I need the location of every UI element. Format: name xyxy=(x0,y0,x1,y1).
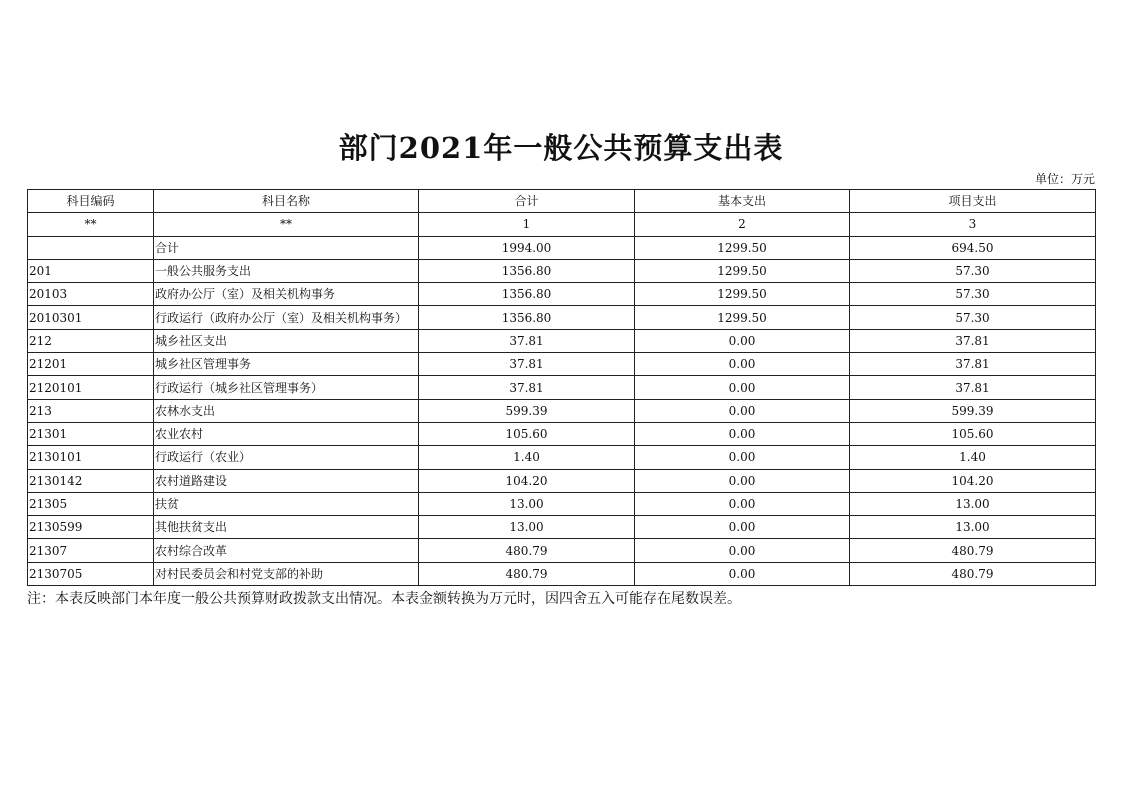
cell-name: 城乡社区支出 xyxy=(154,329,419,352)
table-row xyxy=(28,539,1096,562)
index-total: 1 xyxy=(419,213,635,236)
index-name: ** xyxy=(154,213,419,236)
cell-total: 13.00 xyxy=(419,516,635,539)
cell-basic: 0.00 xyxy=(635,446,850,469)
cell-total: 37.81 xyxy=(419,353,635,376)
cell-total: 1994.00 xyxy=(419,236,635,259)
cell-code: 21305 xyxy=(28,492,154,515)
table-body xyxy=(28,236,1096,585)
index-basic: 2 xyxy=(635,213,850,236)
cell-total: 1356.80 xyxy=(419,283,635,306)
cell-name: 农村综合改革 xyxy=(154,539,419,562)
cell-project: 37.81 xyxy=(850,329,1096,352)
table-row xyxy=(28,446,1096,469)
index-project: 3 xyxy=(850,213,1096,236)
table-row xyxy=(28,399,1096,422)
cell-code: 21301 xyxy=(28,422,154,445)
cell-code: 21201 xyxy=(28,353,154,376)
cell-total: 480.79 xyxy=(419,539,635,562)
cell-total: 1356.80 xyxy=(419,306,635,329)
cell-name: 行政运行（政府办公厅（室）及相关机构事务） xyxy=(154,306,419,329)
index-row xyxy=(28,213,1096,236)
footnote: 注：本表反映部门本年度一般公共预算财政拨款支出情况。本表金额转换为万元时，因四舍五入可能存在尾数误差。 xyxy=(27,591,741,607)
cell-project: 694.50 xyxy=(850,236,1096,259)
cell-project: 105.60 xyxy=(850,422,1096,445)
cell-total: 13.00 xyxy=(419,492,635,515)
cell-basic: 0.00 xyxy=(635,492,850,515)
cell-project: 37.81 xyxy=(850,376,1096,399)
cell-code: 213 xyxy=(28,399,154,422)
cell-code: 2130101 xyxy=(28,446,154,469)
cell-project: 104.20 xyxy=(850,469,1096,492)
cell-total: 105.60 xyxy=(419,422,635,445)
header-total: 合计 xyxy=(419,190,635,213)
cell-basic: 0.00 xyxy=(635,469,850,492)
table-row xyxy=(28,422,1096,445)
cell-name: 城乡社区管理事务 xyxy=(154,353,419,376)
cell-code: 201 xyxy=(28,259,154,282)
table-row xyxy=(28,492,1096,515)
cell-project: 599.39 xyxy=(850,399,1096,422)
cell-project: 480.79 xyxy=(850,562,1096,585)
cell-code: 21307 xyxy=(28,539,154,562)
header-row xyxy=(28,190,1096,213)
cell-project: 57.30 xyxy=(850,283,1096,306)
cell-basic: 0.00 xyxy=(635,562,850,585)
cell-total: 599.39 xyxy=(419,399,635,422)
cell-name: 行政运行（城乡社区管理事务） xyxy=(154,376,419,399)
cell-total: 37.81 xyxy=(419,376,635,399)
cell-code: 2010301 xyxy=(28,306,154,329)
budget-table xyxy=(27,189,1096,586)
cell-code: 2120101 xyxy=(28,376,154,399)
cell-basic: 0.00 xyxy=(635,539,850,562)
cell-name: 农村道路建设 xyxy=(154,469,419,492)
cell-name: 一般公共服务支出 xyxy=(154,259,419,282)
cell-total: 104.20 xyxy=(419,469,635,492)
cell-project: 57.30 xyxy=(850,259,1096,282)
cell-name: 对村民委员会和村党支部的补助 xyxy=(154,562,419,585)
header-basic: 基本支出 xyxy=(635,190,850,213)
cell-total: 480.79 xyxy=(419,562,635,585)
cell-name: 政府办公厅（室）及相关机构事务 xyxy=(154,283,419,306)
cell-basic: 1299.50 xyxy=(635,236,850,259)
cell-basic: 1299.50 xyxy=(635,259,850,282)
table-row xyxy=(28,376,1096,399)
cell-code: 20103 xyxy=(28,283,154,306)
header-name: 科目名称 xyxy=(154,190,419,213)
cell-name: 农业农村 xyxy=(154,422,419,445)
cell-total: 1356.80 xyxy=(419,259,635,282)
cell-total: 1.40 xyxy=(419,446,635,469)
cell-name: 合计 xyxy=(154,236,419,259)
cell-code: 2130705 xyxy=(28,562,154,585)
cell-total: 37.81 xyxy=(419,329,635,352)
cell-name: 其他扶贫支出 xyxy=(154,516,419,539)
cell-basic: 0.00 xyxy=(635,376,850,399)
table-row xyxy=(28,469,1096,492)
cell-project: 57.30 xyxy=(850,306,1096,329)
unit-label: 单位：万元 xyxy=(1034,172,1095,186)
cell-project: 13.00 xyxy=(850,492,1096,515)
table-row xyxy=(28,562,1096,585)
table-row xyxy=(28,353,1096,376)
cell-code: 2130142 xyxy=(28,469,154,492)
cell-basic: 0.00 xyxy=(635,353,850,376)
cell-code xyxy=(28,236,154,259)
table-row xyxy=(28,236,1096,259)
header-project: 项目支出 xyxy=(850,190,1096,213)
cell-project: 37.81 xyxy=(850,353,1096,376)
cell-basic: 0.00 xyxy=(635,516,850,539)
cell-code: 2130599 xyxy=(28,516,154,539)
cell-name: 扶贫 xyxy=(154,492,419,515)
index-code: ** xyxy=(28,213,154,236)
cell-project: 1.40 xyxy=(850,446,1096,469)
cell-name: 行政运行（农业） xyxy=(154,446,419,469)
table-row xyxy=(28,329,1096,352)
table-row xyxy=(28,306,1096,329)
header-code: 科目编码 xyxy=(28,190,154,213)
table-row xyxy=(28,259,1096,282)
cell-code: 212 xyxy=(28,329,154,352)
cell-basic: 0.00 xyxy=(635,329,850,352)
cell-basic: 1299.50 xyxy=(635,283,850,306)
cell-basic: 1299.50 xyxy=(635,306,850,329)
table-row xyxy=(28,283,1096,306)
cell-name: 农林水支出 xyxy=(154,399,419,422)
cell-basic: 0.00 xyxy=(635,399,850,422)
cell-project: 480.79 xyxy=(850,539,1096,562)
cell-basic: 0.00 xyxy=(635,422,850,445)
page-title: 部门2021年一般公共预算支出表 xyxy=(338,131,784,165)
table-row xyxy=(28,516,1096,539)
cell-project: 13.00 xyxy=(850,516,1096,539)
